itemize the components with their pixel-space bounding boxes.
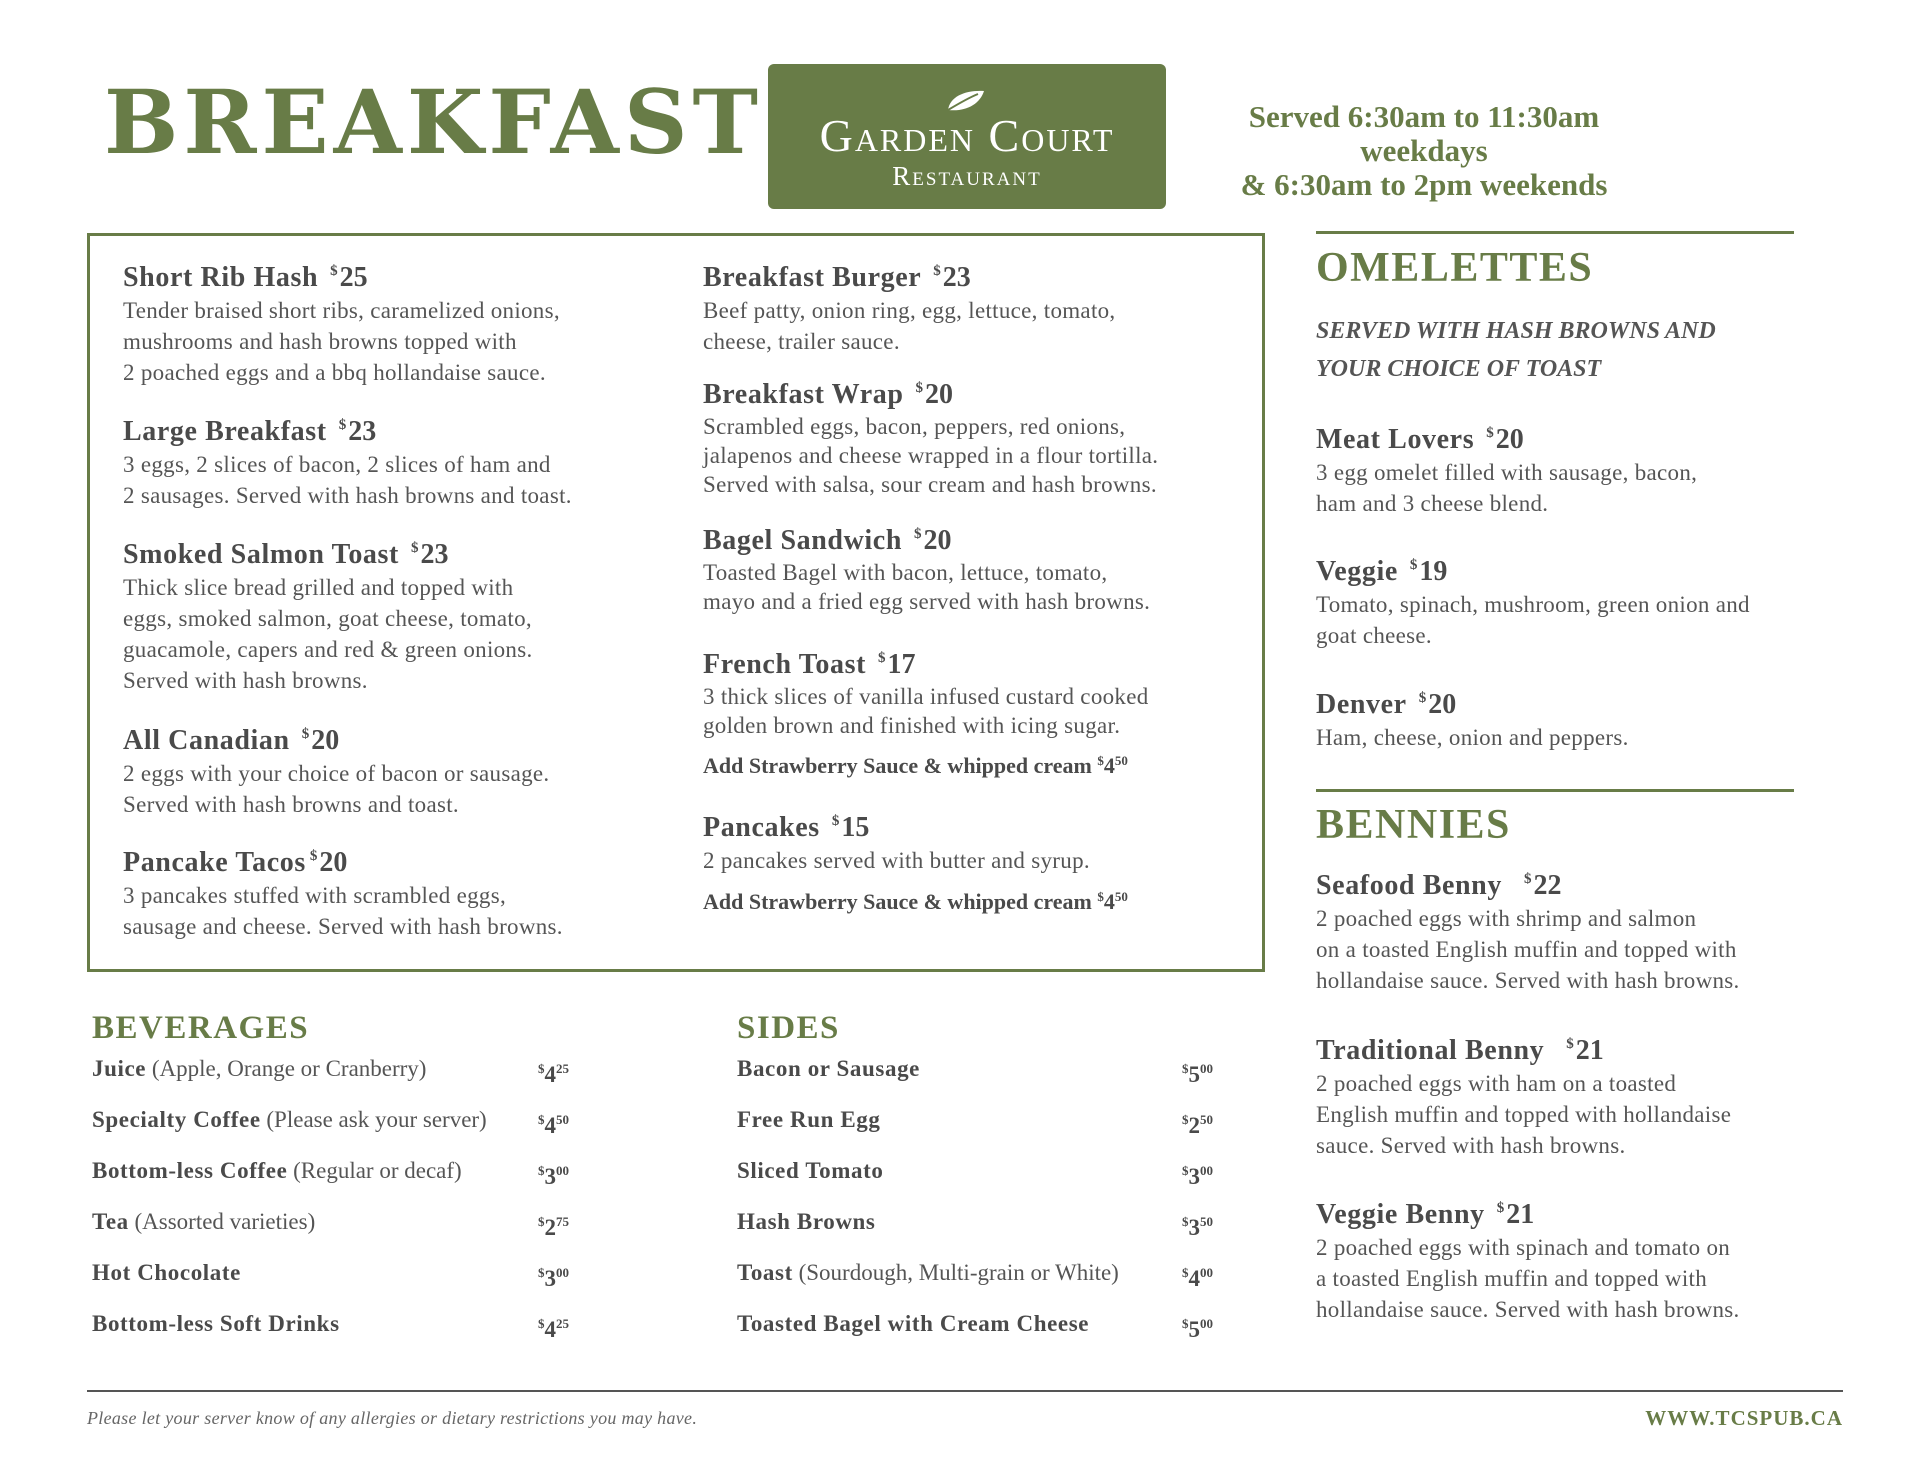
logo-name: Garden Court <box>819 110 1115 161</box>
menu-item <box>1316 1198 1836 1325</box>
item-name: Bagel Sandwich <box>703 525 902 556</box>
item-price: $20 <box>914 525 952 556</box>
item-name: Breakfast Burger <box>703 262 922 293</box>
item-price: $21 <box>1566 1035 1604 1066</box>
beverages-heading: BEVERAGES <box>92 1010 310 1046</box>
side-item: Free Run Egg <box>737 1107 881 1132</box>
item-description: Tender braised short ribs, caramelized onions, mushrooms and hash browns topped with 2 poached eggs and a bbq hollandaise sauce. <box>123 298 560 385</box>
item-name: Pancake Tacos <box>123 847 306 878</box>
item-name: Traditional Benny <box>1316 1035 1545 1066</box>
side-item: Sliced Tomato <box>737 1158 884 1183</box>
menu-item <box>703 261 1243 357</box>
item-name: Meat Lovers <box>1316 424 1475 455</box>
item-price: $20 <box>309 847 348 878</box>
item-price: $25 <box>330 262 368 293</box>
beverage-item: Hot Chocolate <box>92 1260 241 1285</box>
item-price: $23 <box>933 262 971 293</box>
page-title: BREAKFAST <box>104 70 763 174</box>
menu-item <box>123 415 663 511</box>
item-price: $17 <box>878 649 916 680</box>
item-description: Toasted Bagel with bacon, lettuce, tomato, mayo and a fried egg served with hash browns. <box>703 560 1151 614</box>
item-price: $15 <box>831 812 870 843</box>
bennies-rule <box>1316 789 1794 792</box>
beverage-price: $^{\$}4^{50}$ <box>538 1112 569 1138</box>
item-description: Ham, cheese, onion and peppers. <box>1316 725 1629 750</box>
item-price: $20 <box>301 725 340 756</box>
menu-item <box>1316 688 1836 753</box>
item-price: $22 <box>1523 870 1562 901</box>
side-price: $^{\$}5^{00}$ <box>1182 1316 1213 1342</box>
item-name: Short Rib Hash <box>123 262 319 293</box>
item-name: Veggie <box>1316 556 1398 587</box>
item-description: Beef patty, onion ring, egg, lettuce, tomato, cheese, trailer sauce. <box>703 298 1116 354</box>
side-item: Toast (Sourdough, Multi-grain or White) <box>737 1260 1119 1285</box>
item-name: Veggie Benny <box>1316 1199 1485 1230</box>
omelettes-subheading: SERVED WITH HASH BROWNS AND YOUR CHOICE OF TOAST <box>1316 318 1716 382</box>
website-link[interactable]: WWW.TCSPUB.CA <box>1645 1406 1843 1430</box>
item-name: Seafood Benny <box>1316 870 1502 901</box>
item-name: Denver <box>1316 689 1407 720</box>
menu-item <box>123 846 663 942</box>
side-item: Toasted Bagel with Cream Cheese <box>737 1311 1090 1336</box>
item-description: 2 eggs with your choice of bacon or sausage. Served with hash browns and toast. <box>123 761 550 817</box>
item-name: Smoked Salmon Toast <box>123 539 399 570</box>
item-name: All Canadian <box>123 725 290 756</box>
beverage-price: $^{\$}4^{25}$ <box>538 1061 569 1087</box>
menu-item <box>703 378 1243 499</box>
menu-item <box>123 261 663 388</box>
sides-heading: SIDES <box>737 1010 840 1046</box>
serving-hours <box>1224 100 1624 202</box>
item-price: $20 <box>1486 424 1524 455</box>
menu-item <box>1316 869 1836 996</box>
item-addon: Add Strawberry Sauce & whipped cream $^{\$}4^{50}$ <box>703 753 1128 778</box>
side-price: $^{\$}3^{50}$ <box>1182 1214 1213 1240</box>
side-price: $^{\$}2^{50}$ <box>1182 1112 1213 1138</box>
side-item: Hash Browns <box>737 1209 876 1234</box>
footer-divider <box>87 1390 1843 1392</box>
logo-subtitle: Restaurant <box>892 161 1042 191</box>
omelettes-rule <box>1316 231 1794 234</box>
menu-item <box>1316 555 1836 651</box>
bennies-heading: BENNIES <box>1316 802 1511 848</box>
beverage-item: Specialty Coffee (Please ask your server) <box>92 1107 487 1132</box>
item-description: 2 poached eggs with shrimp and salmon on a toasted English muffin and topped with hollandaise sauce. Served with hash browns. <box>1316 906 1740 993</box>
item-price: $20 <box>915 379 954 410</box>
menu-item <box>703 811 1243 917</box>
item-description: Tomato, spinach, mushroom, green onion and goat cheese. <box>1316 592 1750 648</box>
item-description: 2 poached eggs with spinach and tomato on a toasted English muffin and topped with hollandaise sauce. Served with hash browns. <box>1316 1235 1740 1322</box>
allergy-note: Please let your server know of any allergies or dietary restrictions you may have. <box>87 1408 698 1428</box>
beverage-price: $^{\$}3^{00}$ <box>538 1163 569 1189</box>
item-description: Thick slice bread grilled and topped with eggs, smoked salmon, goat cheese, tomato, guacamole, capers and red & green onions. Served with hash browns. <box>123 575 533 693</box>
item-price: $21 <box>1496 1199 1535 1230</box>
beverage-item: Bottom-less Soft Drinks <box>92 1311 340 1336</box>
menu-item <box>1316 423 1836 519</box>
restaurant-logo <box>768 64 1166 209</box>
item-description: 2 poached eggs with ham on a toasted English muffin and topped with hollandaise sauce. Served with hash browns. <box>1316 1071 1732 1158</box>
menu-item <box>703 648 1243 781</box>
side-item: Bacon or Sausage <box>737 1056 920 1081</box>
item-price: $20 <box>1418 689 1457 720</box>
beverage-item: Bottom-less Coffee (Regular or decaf) <box>92 1158 462 1183</box>
menu-item <box>123 538 663 696</box>
beverage-price: $^{\$}3^{00}$ <box>538 1265 569 1291</box>
serving-hours-weekdays: Served 6:30am to 11:30am weekdays <box>1248 99 1600 168</box>
item-price: $19 <box>1409 556 1448 587</box>
omelettes-heading: OMELETTES <box>1316 245 1594 291</box>
side-price: $^{\$}4^{00}$ <box>1182 1265 1213 1291</box>
item-description: 3 egg omelet filled with sausage, bacon, ham and 3 cheese blend. <box>1316 460 1698 516</box>
item-price: $23 <box>338 416 377 447</box>
side-price: $^{\$}3^{00}$ <box>1182 1163 1213 1189</box>
item-description: 2 pancakes served with butter and syrup. <box>703 848 1090 873</box>
beverage-price: $^{\$}4^{25}$ <box>538 1316 569 1342</box>
menu-item <box>703 524 1243 616</box>
item-description: 3 eggs, 2 slices of bacon, 2 slices of ham and 2 sausages. Served with hash browns and toast. <box>123 452 572 508</box>
side-price: $^{\$}5^{00}$ <box>1182 1061 1213 1087</box>
serving-hours-weekends: & 6:30am to 2pm weekends <box>1240 167 1608 202</box>
item-price: $23 <box>410 539 449 570</box>
beverage-item: Juice (Apple, Orange or Cranberry) <box>92 1056 427 1081</box>
item-addon: Add Strawberry Sauce & whipped cream $^{\$}4^{50}$ <box>703 889 1128 914</box>
item-name: French Toast <box>703 649 867 680</box>
beverage-item: Tea (Assorted varieties) <box>92 1209 316 1234</box>
menu-item <box>1316 1034 1836 1161</box>
item-name: Pancakes <box>703 812 820 843</box>
item-name: Large Breakfast <box>123 416 327 447</box>
item-description: Scrambled eggs, bacon, peppers, red onions, jalapenos and cheese wrapped in a flour tortilla. Served with salsa, sour cream and hash browns. <box>703 414 1159 497</box>
menu-item <box>123 724 663 820</box>
item-description: 3 thick slices of vanilla infused custard cooked golden brown and finished with icing sugar. <box>703 684 1149 738</box>
item-description: 3 pancakes stuffed with scrambled eggs, sausage and cheese. Served with hash browns. <box>123 883 563 939</box>
beverage-price: $^{\$}2^{75}$ <box>538 1214 569 1240</box>
item-name: Breakfast Wrap <box>703 379 904 410</box>
